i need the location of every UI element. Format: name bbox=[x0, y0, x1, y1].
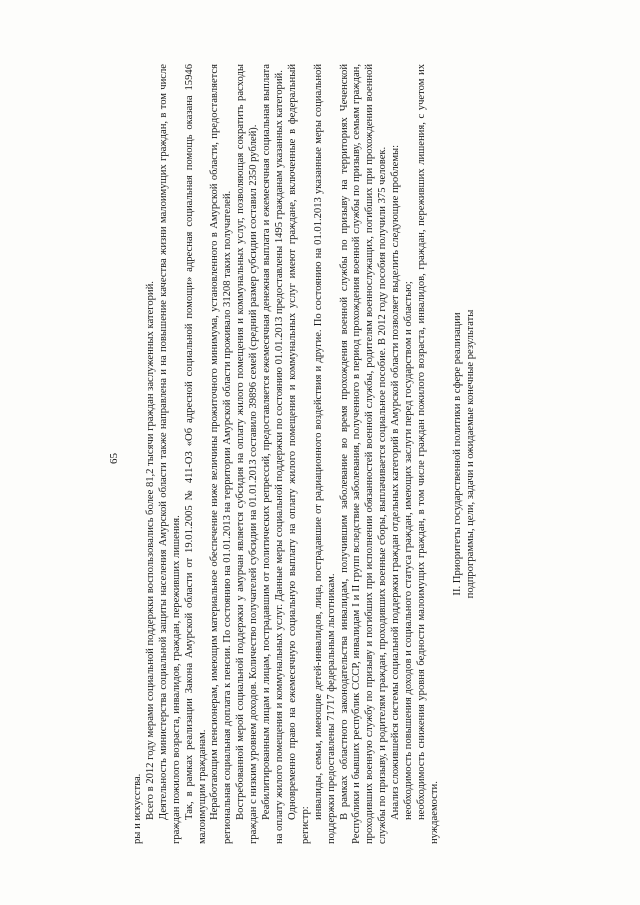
section-heading-line: II. Приоритеты государственной политики в сфере реализации bbox=[451, 312, 463, 596]
paragraph: ры и искусства. bbox=[132, 773, 143, 844]
paragraph: В рамках областного законодательства инвалидам, получившим заболевание во время прохождения военной службы по призыву на территориях Чеченской Республики и бывших республик СССР, инвалидам I и II групп вследствие заболевания, полученного в период прохождения военной службы по призыву, семьям граждан, проходивших военную службу по призыву и погибших при исполнении обязанностей военной службы, родителям военнослужащих, погибших при прохождении военной службы по призыву, и родителям граждан, проходивших военные сборы, выплачивается социальное пособие. В 2012 году пособия получили 375 человек. bbox=[338, 64, 389, 844]
paragraph: Всего в 2012 году мерами социальной поддержки воспользовались более 81,2 тысячи граждан заслуженных категорий. bbox=[144, 281, 156, 820]
document-body bbox=[132, 64, 478, 844]
paragraph: Деятельность министерства социальной защиты населения Амурской области также направлена и на повышение качества жизни малоимущих граждан, в том числе граждан пожилого возраста, инвалидов, граждан, переживших лишения. bbox=[157, 64, 182, 844]
paragraph: Неработающим пенсионерам, имеющим материальное обеспечение ниже величины прожиточного минимума, установленного в Амурской области, предоставляется региональная социальная доплата к пенсии. По состоянию на 01.01.2013 на территории Амурской области проживало 31208 таких получателей. bbox=[209, 64, 234, 844]
section-heading-line: подпрограммы, цели, задачи и ожидаемые конечные результаты bbox=[464, 309, 476, 599]
paragraph: Одновременно право на ежемесячную социальную выплату на оплату жилого помещения и коммунальных услуг имеют граждане, включенные в федеральный регистр: bbox=[286, 64, 311, 844]
section-heading bbox=[452, 64, 478, 844]
paragraph: необходимость снижения уровня бедности малоимущих граждан, в том числе граждан пожилого возраста, инвалидов, граждан, переживших лишения, с учетом их нуждаемости. bbox=[415, 64, 440, 844]
paragraph: инвалиды, семьи, имеющие детей-инвалидов, лица, пострадавшие от радиационного воздействия и другие. По состоянию на 01.01.2013 указанные меры социальной поддержки предоставлены 71717 федеральным льготникам. bbox=[312, 64, 337, 844]
paragraph: Востребованной мерой социальной поддержки у амурчан является субсидия на оплату жилого помещения и коммунальных услуг, позволяющая сократить расходы граждан с низким уровнем доходов. Количество получателей субсидии на 01.01.2013 составило 39896 семей (средний размер субсидии составил 2350 рублей). bbox=[235, 64, 260, 844]
paragraph: Реабилитированным лицам и лицам, пострадавшим от политических репрессий, предоставляется ежемесячная денежная выплата и ежемесячная социальная выплата на оплату жилого помещения и коммунальных услуг. Данные меры социальной поддержки по состоянию 01.01.2013 предоставлены 1495 гражданам указанных категорий. bbox=[261, 64, 285, 844]
page-number: 65 bbox=[108, 453, 120, 464]
paragraph: Анализ сложившейся системы социальной поддержки граждан отдельных категорий в Амурской области позволяет выделить следующие проблемы: bbox=[390, 144, 402, 820]
paragraph: Так, в рамках реализации Закона Амурской области от 19.01.2005 № 411-ОЗ «Об адресной социальной помощи» адресная социальная помощь оказана 15946 малоимущим гражданам. bbox=[183, 64, 208, 844]
rotated-text-block bbox=[100, 52, 540, 852]
paragraph: необходимость повышения доходов и социального статуса граждан, имеющих заслуги перед государством и областью; bbox=[403, 281, 415, 820]
